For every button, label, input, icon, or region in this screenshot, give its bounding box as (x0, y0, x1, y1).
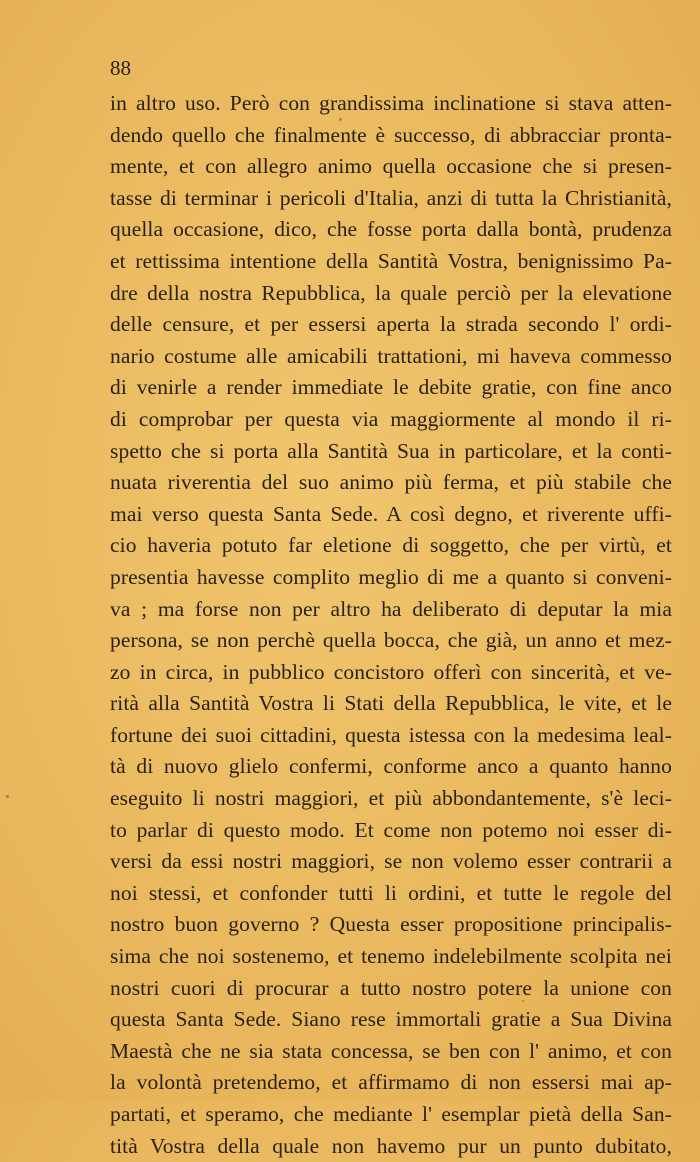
text-line: zo in circa, in pubblico concistoro offerì con sincerità, et ve- (110, 659, 672, 684)
text-line: dre della nostra Repubblica, la quale perciò per la elevatione (110, 280, 672, 305)
text-line: persona, se non perchè quella bocca, che già, un anno et mez- (110, 628, 672, 653)
text-line: va ; ma forse non per altro ha deliberato di deputar la mia (110, 596, 672, 621)
text-line: nostro buon governo ? Questa esser propositione principalis- (110, 912, 672, 937)
page-number: 88 (110, 56, 131, 80)
text-line: nostri cuori di procurar a tutto nostro potere la unione con (110, 975, 672, 1000)
text-line: fortune dei suoi cittadini, questa istessa con la medesima leal- (110, 722, 672, 747)
text-line: cio haveria potuto far eletione di soggetto, che per virtù, et (110, 533, 672, 558)
text-line: di comprobar per questa via maggiormente al mondo il ri- (110, 406, 672, 431)
text-line: eseguito li nostri maggiori, et più abbondantemente, s'è leci- (110, 786, 672, 811)
text-line: nuata riverentia del suo animo più ferma, et più stabile che (110, 470, 672, 495)
text-line: questa Santa Sede. Siano rese immortali gratie a Sua Divina (110, 1007, 672, 1032)
text-line: to parlar di questo modo. Et come non potemo noi esser di- (110, 817, 672, 842)
text-line: noi stessi, et confonder tutti li ordini, et tutte le regole del (110, 880, 672, 905)
text-line: tà di nuovo glielo confermi, conforme anco a quanto hanno (110, 754, 672, 779)
text-line: mai verso questa Santa Sede. A così degno, et riverente uffi- (110, 501, 672, 526)
body-text (110, 88, 672, 1162)
text-line: versi da essi nostri maggiori, se non volemo esser contrarii a (110, 849, 672, 874)
text-line: spetto che si porta alla Santità Sua in particolare, et la conti- (110, 438, 672, 463)
text-line: delle censure, et per essersi aperta la strada secondo l' ordi- (110, 312, 672, 337)
text-line: presentia havesse complito meglio di me a quanto si conveni- (110, 564, 672, 589)
text-line: quella occasione, dico, che fosse porta dalla bontà, prudenza (110, 217, 672, 242)
text-line: partati, et speramo, che mediante l' esemplar pietà della San- (110, 1102, 672, 1126)
paper-speck (522, 1000, 524, 1002)
text-line: nario costume alle amicabili trattationi, mi haveva commesso (110, 343, 672, 368)
text-line: di venirle a render immediate le debite gratie, con fine anco (110, 375, 672, 400)
text-line: mente, et con allegro animo quella occasione che si presen- (110, 154, 672, 179)
paper-speck (339, 118, 342, 121)
text-line: tità Vostra della quale non havemo pur un punto dubitato, (110, 1133, 672, 1158)
text-line: Maestà che ne sia stata concessa, se ben con l' animo, et con (110, 1038, 672, 1063)
text-line: in altro uso. Però con grandissima inclinatione si stava atten- (110, 91, 672, 115)
text-line: sima che noi sostenemo, et tenemo indelebilmente scolpita nei (110, 944, 672, 969)
paper-speck (6, 795, 9, 798)
text-line: et rettissima intentione della Santità Vostra, benignissimo Pa- (110, 248, 672, 273)
text-line: la volontà pretendemo, et affirmamo di non essersi mai ap- (110, 1070, 672, 1095)
text-line: rità alla Santità Vostra li Stati della Repubblica, le vite, et le (110, 691, 672, 716)
text-line: tasse di terminar i pericoli d'Italia, anzi di tutta la Christianità, (110, 185, 672, 210)
text-line: dendo quello che finalmente è successo, di abbracciar pronta- (110, 122, 672, 147)
